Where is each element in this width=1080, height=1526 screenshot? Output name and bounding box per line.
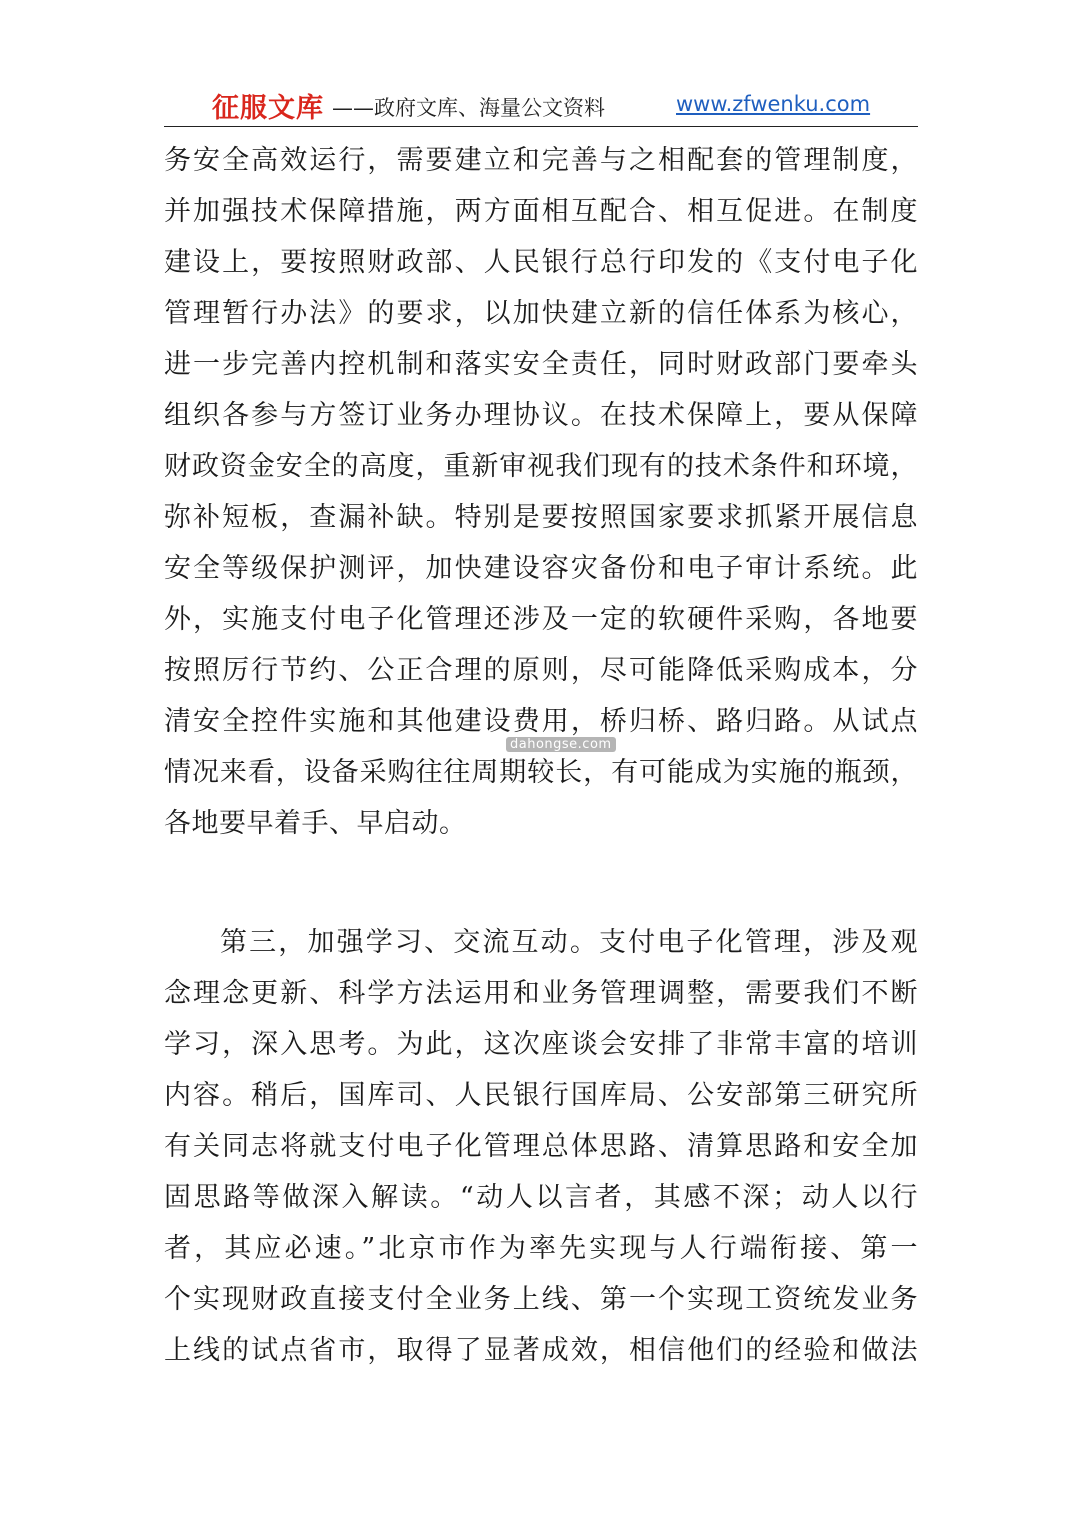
document-body (164, 135, 918, 1376)
watermark-stamp: dahongse.com (506, 737, 616, 752)
text-line: 按照厉行节约、公正合理的原则，尽可能降低采购成本，分 (164, 655, 918, 686)
text-line: 并加强技术保障措施，两方面相互配合、相互促进。在制度 (164, 196, 918, 227)
text-line: 内容。稍后，国库司、人民银行国库局、公安部第三研究所 (164, 1080, 918, 1111)
text-line: 安全等级保护测评，加快建设容灾备份和电子审计系统。此 (164, 553, 918, 584)
text-line: 各地要早着手、早启动。 (164, 808, 467, 839)
text-line: 情况来看，设备采购往往周期较长，有可能成为实施的瓶颈， (164, 757, 918, 788)
paragraph-2 (164, 917, 918, 1376)
text-line: 上线的试点省市，取得了显著成效，相信他们的经验和做法 (164, 1335, 918, 1366)
text-line: 者，其应必速。”北京市作为率先实现与人行端衔接、第一 (164, 1233, 918, 1264)
text-line: 外，实施支付电子化管理还涉及一定的软硬件采购，各地要 (164, 604, 918, 635)
site-url-link[interactable]: www.zfwenku.com (676, 92, 871, 116)
text-line: 念理念更新、科学方法运用和业务管理调整，需要我们不断 (164, 978, 918, 1009)
text-line: 学习，深入思考。为此，这次座谈会安排了非常丰富的培训 (164, 1029, 918, 1060)
text-line: 务安全高效运行，需要建立和完善与之相配套的管理制度， (164, 145, 918, 176)
brand-logo: 征服文库 (212, 93, 324, 124)
header-tagline: ——政府文库、海量公文资料 (332, 96, 605, 120)
page-header (164, 82, 918, 127)
text-line: 个实现财政直接支付全业务上线、第一个实现工资统发业务 (164, 1284, 918, 1315)
text-line: 第三，加强学习、交流互动。支付电子化管理，涉及观 (220, 927, 918, 958)
text-line: 弥补短板，查漏补缺。特别是要按照国家要求抓紧开展信息 (164, 502, 918, 533)
text-line: 建设上，要按照财政部、人民银行总行印发的《支付电子化 (164, 247, 918, 278)
text-line: 组织各参与方签订业务办理协议。在技术保障上，要从保障 (164, 400, 918, 431)
text-line: 清安全控件实施和其他建设费用，桥归桥、路归路。从试点 (164, 706, 918, 737)
text-line: 进一步完善内控机制和落实安全责任，同时财政部门要牵头 (164, 349, 918, 380)
text-line: 财政资金安全的高度，重新审视我们现有的技术条件和环境， (164, 451, 918, 482)
text-line: 固思路等做深入解读。“动人以言者，其感不深；动人以行 (164, 1182, 918, 1213)
text-line: 管理暂行办法》的要求，以加快建立新的信任体系为核心， (164, 298, 918, 329)
text-line: 有关同志将就支付电子化管理总体思路、清算思路和安全加 (164, 1131, 918, 1162)
paragraph-gap (164, 849, 918, 917)
